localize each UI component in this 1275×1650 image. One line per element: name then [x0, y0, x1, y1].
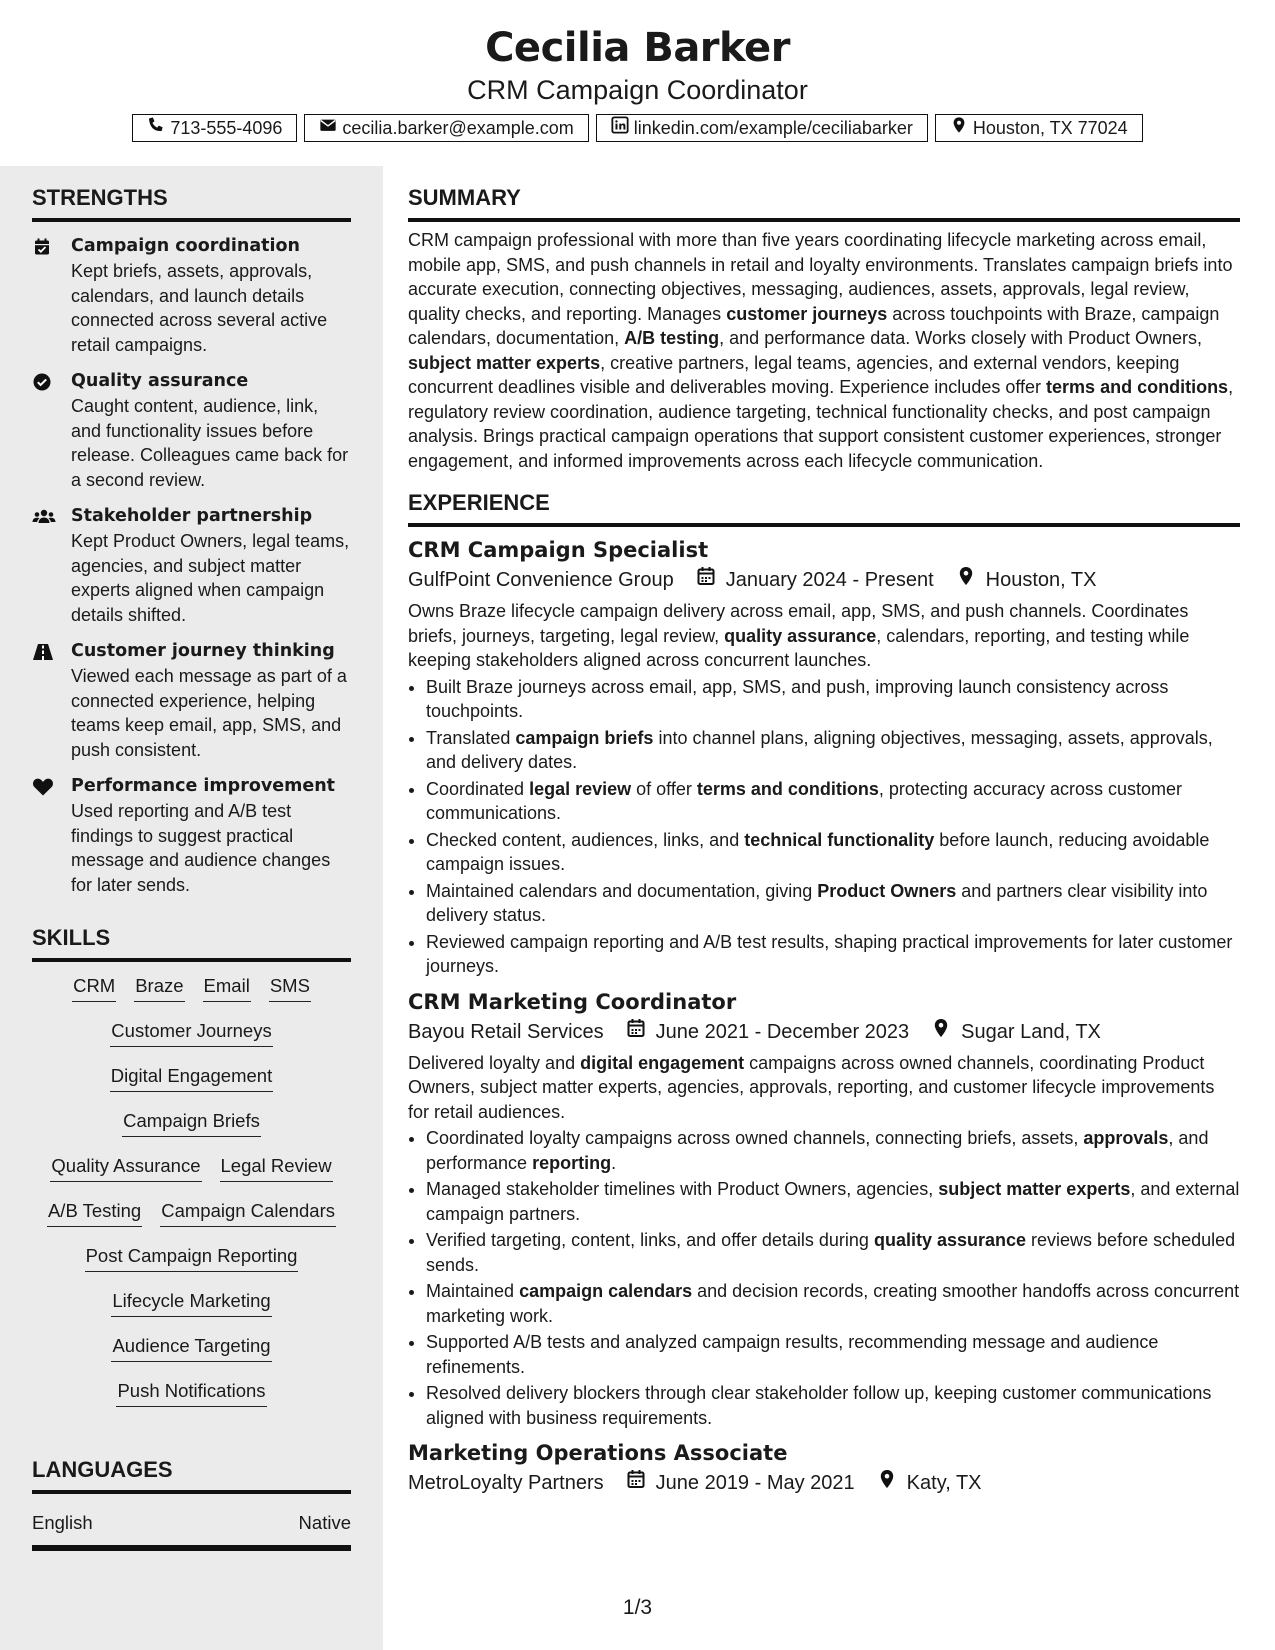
candidate-title: CRM Campaign Coordinator — [467, 75, 808, 105]
job-location: Katy, TX — [906, 1472, 982, 1494]
map-pin-icon — [956, 565, 976, 595]
strength-item — [32, 639, 351, 762]
strength-item — [32, 234, 351, 357]
strength-title: Performance improvement — [71, 776, 336, 796]
job-description: Delivered loyalty and digital engagement campaigns across owned channels, coordinating Product Owners, subject matter experts, agencies, approvals, reporting, and customer lifecycle improvements for retail audiences. — [408, 1052, 1215, 1122]
bullet-item: • Translated campaign briefs into channel plans, aligning objectives, messaging, assets, approvals, and delivery dates. — [426, 726, 1240, 775]
job-entry — [408, 987, 1240, 1431]
job-meta — [408, 565, 1240, 595]
skill-tag: Digital Engagement — [110, 1064, 273, 1092]
check-circle-icon — [32, 372, 54, 392]
calendar-icon — [626, 1017, 646, 1047]
bullet-item: • Managed stakeholder timelines with Product Owners, agencies, subject matter experts, and external campaign partners. — [426, 1177, 1240, 1226]
job-meta — [408, 1468, 1240, 1498]
job-meta — [408, 1017, 1240, 1047]
skill-tag: Post Campaign Reporting — [85, 1244, 299, 1272]
job-location: Sugar Land, TX — [961, 1020, 1101, 1043]
company-name: MetroLoyalty Partners — [408, 1472, 604, 1494]
skill-tag: CRM — [72, 974, 116, 1002]
job-title: CRM Marketing Coordinator — [408, 989, 737, 1014]
language-name: English — [32, 1512, 93, 1533]
strength-text: Kept briefs, assets, approvals, calendars, and launch details connected across several active retail campaigns. — [71, 261, 328, 355]
skill-tag: Email — [203, 974, 251, 1002]
contact-email[interactable] — [304, 114, 588, 142]
bullet-item: • Maintained campaign calendars and decision records, creating smoother handoffs across concurrent marketing work. — [426, 1279, 1240, 1328]
contact-phone-text: 713-555-4096 — [170, 118, 283, 138]
job-dates: June 2021 - December 2023 — [655, 1020, 910, 1043]
skills-section — [32, 924, 351, 1424]
skill-tag: A/B Testing — [47, 1199, 142, 1227]
job-description: Owns Braze lifecycle campaign delivery across email, app, SMS, and push channels. Coordinates briefs, journeys, targeting, legal review, quality assurance, calendars, reporting, and testing while keeping stakeholders aligned across concurrent launches. — [408, 601, 1190, 670]
contact-linkedin[interactable] — [596, 114, 928, 142]
job-entry — [408, 1438, 1240, 1498]
calendar-check-icon — [32, 237, 54, 257]
strength-item — [32, 504, 351, 627]
contact-location-text: Houston, TX 77024 — [972, 118, 1128, 138]
strength-text: Caught content, audience, link, and functionality issues before release. Colleagues came back for a second review. — [71, 396, 349, 490]
calendar-icon — [696, 565, 716, 595]
strength-text: Used reporting and A/B test findings to suggest practical message and audience changes for later sends. — [71, 801, 331, 895]
bullet-item: • Reviewed campaign reporting and A/B test results, shaping practical improvements for later customer journeys. — [426, 930, 1240, 979]
skill-tag: Customer Journeys — [110, 1019, 272, 1047]
strengths-heading: STRENGTHS — [32, 184, 351, 222]
calendar-icon — [626, 1468, 646, 1498]
map-pin-icon — [931, 1017, 951, 1047]
road-icon — [32, 642, 54, 662]
summary-heading: SUMMARY — [408, 184, 1240, 222]
sidebar — [0, 166, 383, 1650]
map-pin-icon — [950, 115, 968, 141]
envelope-icon — [319, 115, 337, 141]
strengths-section — [32, 184, 351, 897]
languages-heading: LANGUAGES — [32, 1456, 351, 1494]
candidate-name: Cecilia Barker — [485, 25, 790, 71]
job-location: Houston, TX — [985, 569, 1097, 591]
main-content — [408, 184, 1240, 1502]
summary-text: CRM campaign professional with more than five years coordinating lifecycle marketing across email, mobile app, SMS, and push channels in retail and loyalty environments. Translates campaign briefs into accurate execution, connecting objectives, messaging, audiences, assets, approvals, legal review, quality checks, and reporting. Manages customer journeys across touchpoints with Braze, campaign calendars, documentation, A/B testing, and performance data. Works closely with Product Owners, subject matter experts, creative partners, legal teams, agencies, and external vendors, keeping concurrent deadlines visible and deliverables moving. Experience includes offer terms and conditions, regulatory review coordination, audience targeting, technical functionality checks, and post campaign analysis. Brings practical campaign operations that support consistent customer experiences, stronger engagement, and informed improvements across each lifecycle communication. — [408, 230, 1234, 471]
language-level: Native — [298, 1512, 351, 1533]
skills-heading: SKILLS — [32, 924, 351, 962]
contact-linkedin-text: linkedin.com/example/ceciliabarker — [633, 118, 913, 138]
resume-header — [0, 0, 1275, 166]
job-title: CRM Campaign Specialist — [408, 538, 709, 562]
languages-section — [32, 1456, 351, 1551]
strength-title: Quality assurance — [71, 371, 249, 391]
contact-location — [935, 114, 1143, 142]
skill-tag: Braze — [134, 974, 184, 1002]
strength-text: Kept Product Owners, legal teams, agencies, and subject matter experts aligned when campaign details shifted. — [71, 531, 350, 625]
contact-email-text: cecilia.barker@example.com — [342, 118, 574, 138]
contact-bar — [0, 114, 1275, 142]
language-row — [32, 1510, 351, 1551]
strength-item — [32, 774, 351, 897]
job-dates: June 2019 - May 2021 — [655, 1472, 855, 1494]
bullet-item: • Verified targeting, content, links, and offer details during quality assurance reviews before scheduled sends. — [426, 1228, 1240, 1277]
skill-tag: Lifecycle Marketing — [111, 1289, 271, 1317]
bullet-item: • Checked content, audiences, links, and technical functionality before launch, reducing avoidable campaign issues. — [426, 828, 1240, 877]
company-name: Bayou Retail Services — [408, 1020, 604, 1043]
bullet-item: • Coordinated loyalty campaigns across owned channels, connecting briefs, assets, approvals, and performance reporting. — [426, 1126, 1240, 1175]
bullet-item: • Resolved delivery blockers through clear stakeholder follow up, keeping customer communications aligned with business requirements. — [426, 1381, 1240, 1430]
bullet-item: • Built Braze journeys across email, app, SMS, and push, improving launch consistency across touchpoints. — [426, 675, 1240, 724]
skill-tag: Legal Review — [220, 1154, 333, 1182]
experience-heading: EXPERIENCE — [408, 489, 1240, 527]
skill-tag: Push Notifications — [116, 1379, 266, 1407]
heart-icon — [32, 777, 54, 797]
bullet-item: • Supported A/B tests and analyzed campaign results, recommending message and audience refinements. — [426, 1330, 1240, 1379]
skill-tag: Campaign Briefs — [122, 1109, 261, 1137]
company-name: GulfPoint Convenience Group — [408, 569, 674, 591]
page-number: 1/3 — [622, 1596, 653, 1619]
skill-tag: SMS — [269, 974, 311, 1002]
users-icon — [32, 507, 54, 527]
skills-list — [32, 974, 351, 1424]
job-title: Marketing Operations Associate — [408, 1441, 788, 1465]
map-pin-icon — [877, 1468, 897, 1498]
contact-phone[interactable] — [132, 114, 297, 142]
phone-icon — [147, 115, 165, 141]
strength-title: Campaign coordination — [71, 236, 300, 256]
skill-tag: Campaign Calendars — [160, 1199, 336, 1227]
job-bullets — [408, 1126, 1240, 1430]
bullet-item: • Coordinated legal review of offer terms and conditions, protecting accuracy across customer communications. — [426, 777, 1240, 826]
strength-text: Viewed each message as part of a connected experience, helping teams keep email, app, SMS, and push consistent. — [71, 666, 347, 760]
job-bullets — [408, 675, 1240, 979]
skill-tag: Audience Targeting — [111, 1334, 271, 1362]
strength-title: Customer journey thinking — [71, 641, 335, 661]
job-dates: January 2024 - Present — [725, 569, 934, 591]
skill-tag: Quality Assurance — [50, 1154, 201, 1182]
strength-item — [32, 369, 351, 492]
linkedin-icon — [611, 115, 629, 141]
strength-title: Stakeholder partnership — [71, 506, 313, 526]
bullet-item: • Maintained calendars and documentation, giving Product Owners and partners clear visibility into delivery status. — [426, 879, 1240, 928]
job-entry — [408, 535, 1240, 979]
